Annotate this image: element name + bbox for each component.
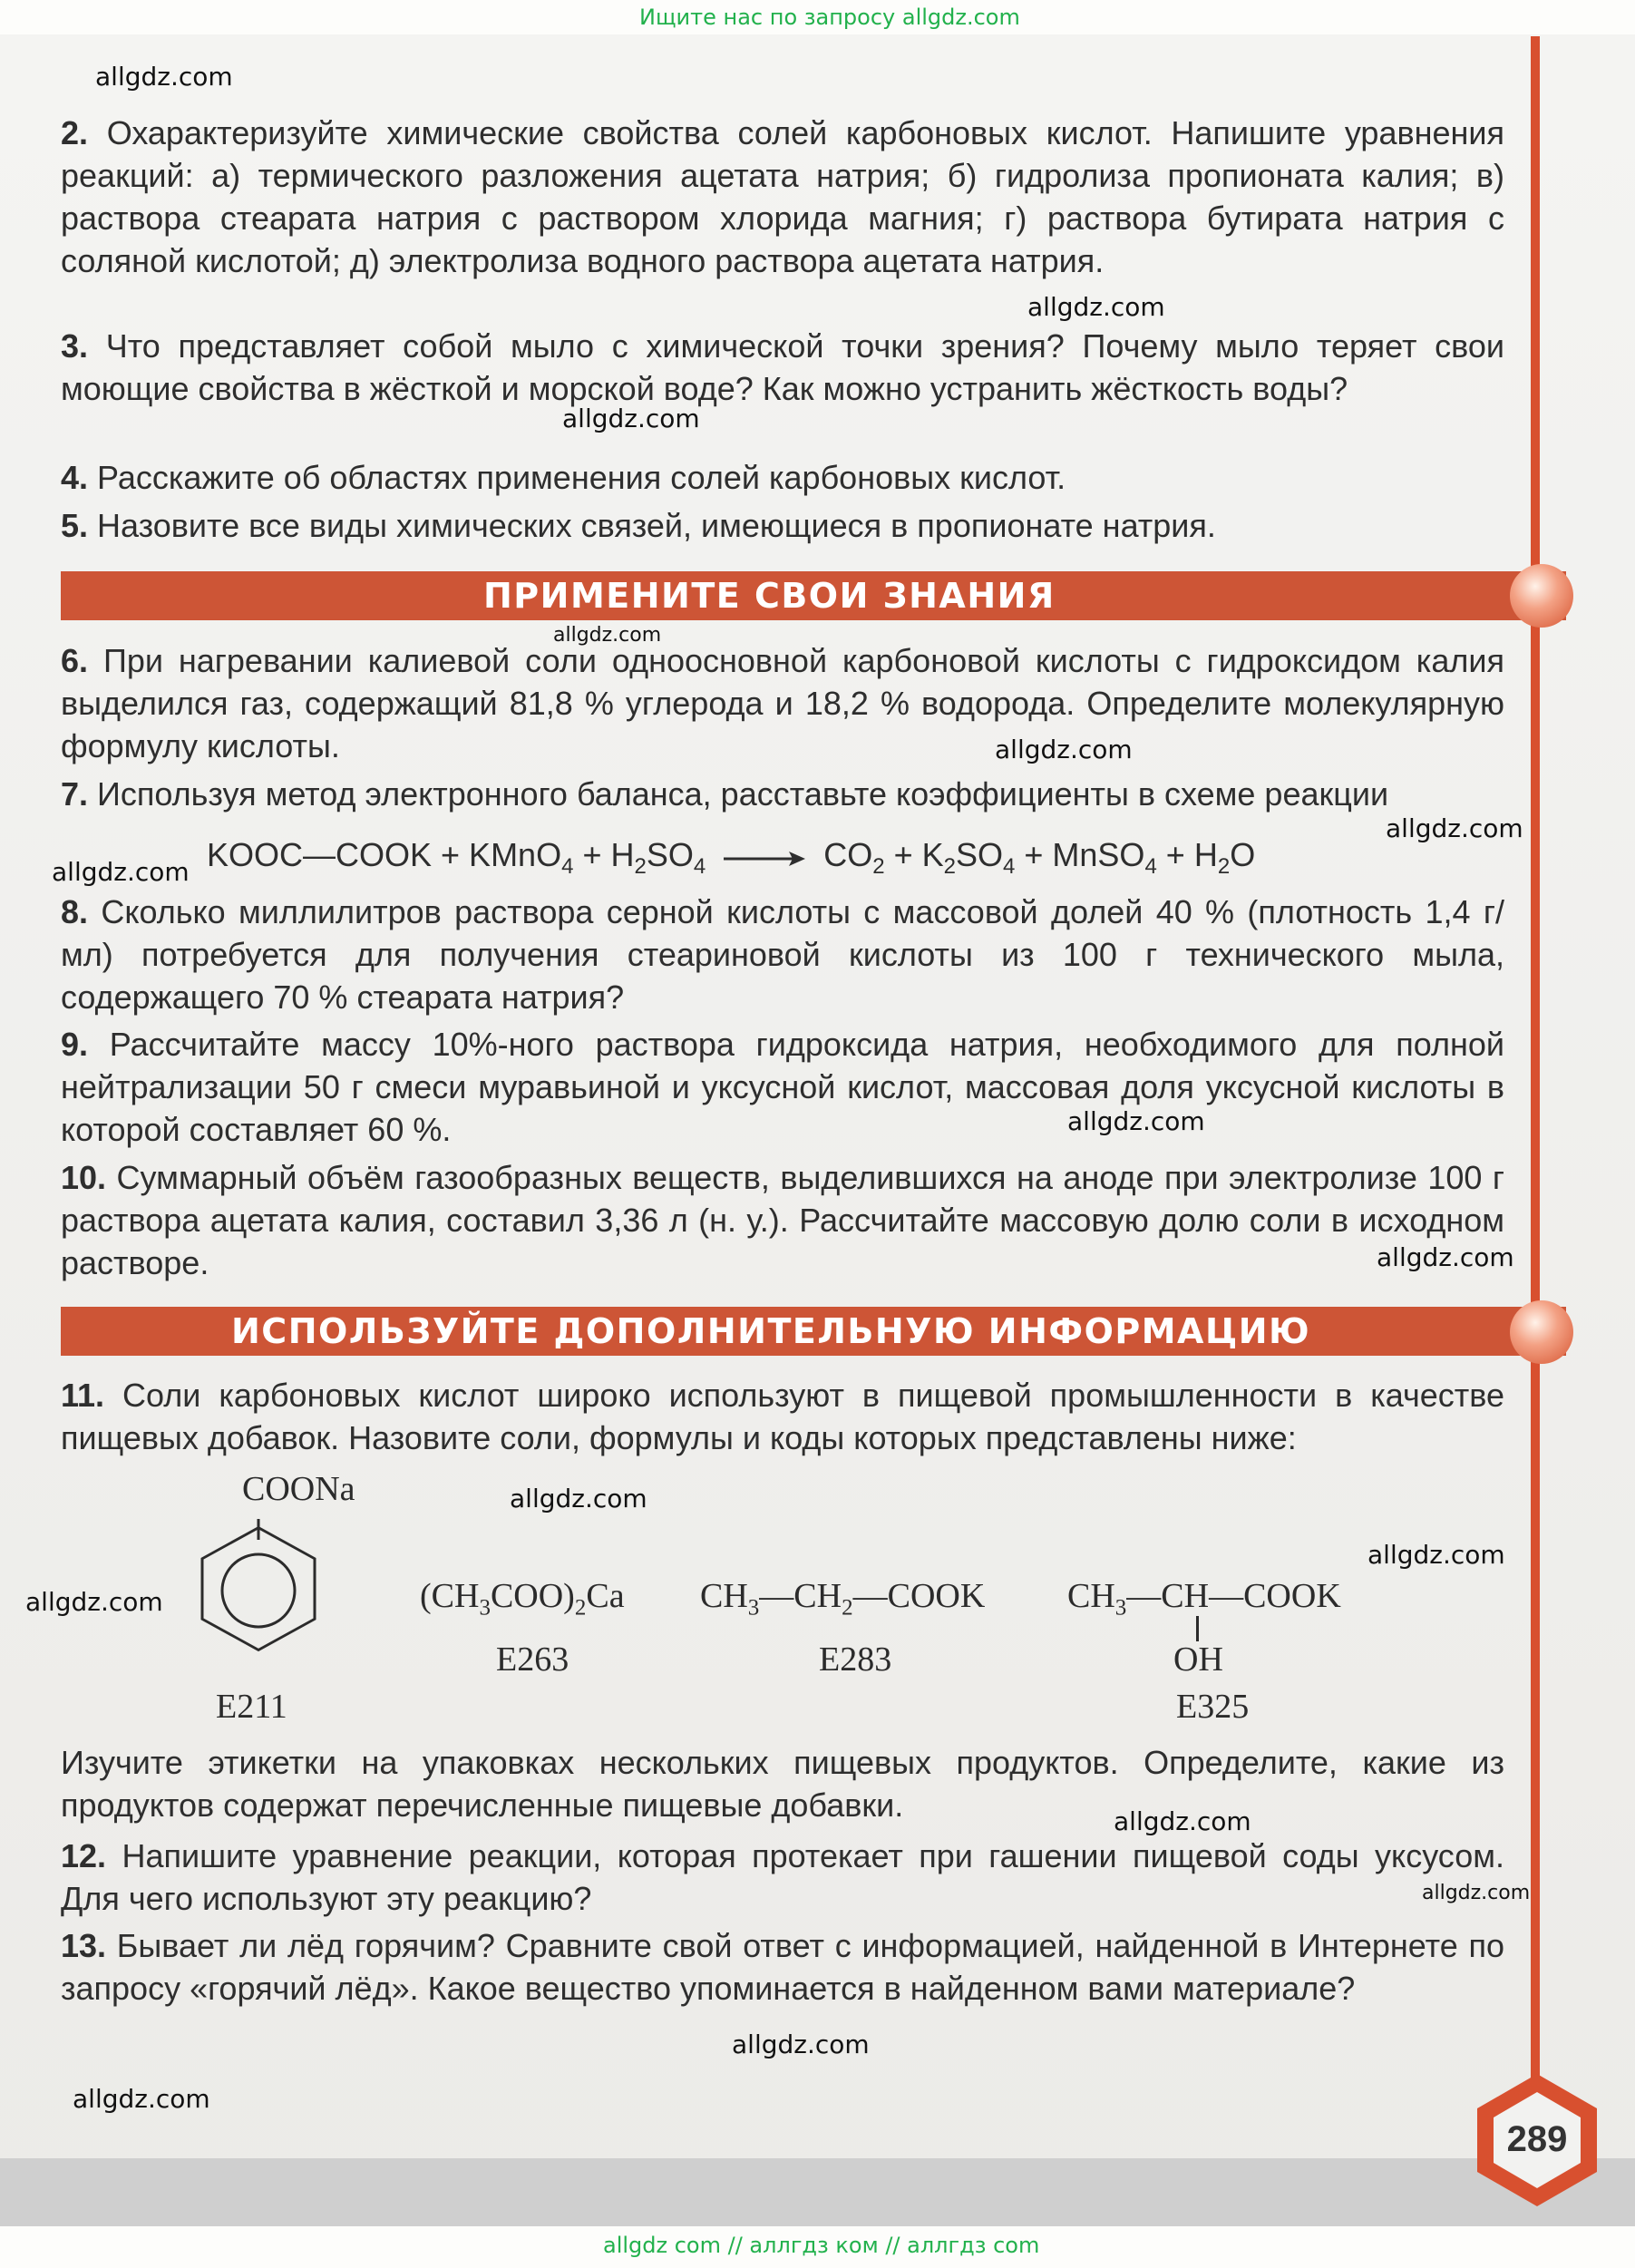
watermark: allgdz.com (510, 1484, 647, 1514)
task-10: 10. Суммарный объём газообразных веществ, выделившихся на аноде при электролизе 100 г раствора ацетата калия, составил 3,36 л (н. у.). Рассчитайте массовую долю соли в исходном растворе. (61, 1159, 1504, 1281)
page-bottom-band (0, 2158, 1635, 2226)
code-e283: E283 (819, 1640, 892, 1679)
banner-bullet-icon (1510, 564, 1573, 628)
watermark: allgdz.com (1367, 1540, 1505, 1570)
watermark: allgdz.com (1377, 1242, 1514, 1272)
task-2: 2. Охарактеризуйте химические свойства солей карбоновых кислот. Напишите уравнения реакций: а) термического разложения ацетата натрия; б) гидролиза пропионата калия; в) раствора стеарата натрия с раствором хлорида магния; г) раствора бутирата натрия с соляной кислотой; д) электролиза водного раствора ацетата натрия. (61, 114, 1504, 279)
watermark: allgdz.com (1114, 1806, 1251, 1836)
page-number-badge: 289 (1474, 2072, 1601, 2208)
bond-line (1196, 1616, 1199, 1641)
watermark: allgdz.com (995, 735, 1133, 764)
watermark: allgdz.com (1386, 813, 1523, 843)
watermark: allgdz.com (1422, 1882, 1531, 1904)
formula-calcium-acetate: $(CH_3COO)_2Ca$ (420, 1577, 625, 1621)
task-11: 11. Соли карбоновых кислот широко используют в пищевой промышленности в качестве пищевых добавок. Назовите соли, формулы и коды которых представлены ниже: (61, 1377, 1504, 1456)
watermark: allgdz.com (95, 62, 233, 92)
task-4: 4. Расскажите об областях применения солей карбоновых кислот. (61, 459, 1066, 496)
task-13: 13. Бывает ли лёд горячим? Сравните свой ответ с информацией, найденной в Интернете по запросу «горячий лёд». Какое вещество упоминается в найденном вами материале? (61, 1927, 1504, 2007)
task-9: 9. Рассчитайте массу 10%-ного раствора гидроксида натрия, необходимого для полной нейтрализации 50 г смеси муравьиной и уксусной кислот, массовая доля уксусной кислоты в которой составляет 60 %. (61, 1026, 1504, 1148)
task-12: 12. Напишите уравнение реакции, которая протекает при гашении пищевой соды уксусом. Для чего используют эту реакцию? (61, 1837, 1504, 1917)
watermark: allgdz.com (562, 404, 700, 433)
formula-coona: COONa (242, 1470, 355, 1508)
task-3: 3. Что представляет собой мыло с химической точки зрения? Почему мыло теряет свои моющие свойства в жёсткой и морской воде? Как можно устранить жёсткость воды? (61, 327, 1504, 407)
watermark: allgdz.com (553, 624, 662, 647)
watermark: allgdz.com (732, 2030, 870, 2059)
task-8: 8. Сколько миллилитров раствора серной кислоты с массовой долей 40 % (плотность 1,4 г/мл) потребуется для получения стеариновой кислоты из 100 г технического мыла, содержащего 70 % стеарата натрия? (61, 893, 1504, 1016)
reaction-equation: KOOC—COOK + KMnO$_4$ + $H_2SO_4$ $CO_2 + K_2SO_4$ + MnSO$_4$ + $H_2O$ (207, 836, 1256, 880)
task-11-continued: Изучите этикетки на упаковках нескольких пищевых продуктов. Определите, какие из продуктов содержат перечисленные пищевые добавки. (61, 1744, 1504, 1824)
watermark: allgdz.com (25, 1587, 163, 1617)
watermark: allgdz.com (1027, 292, 1165, 322)
banner-bullet-icon (1510, 1300, 1573, 1364)
code-e211: E211 (216, 1688, 287, 1726)
watermark: allgdz.com (52, 857, 190, 887)
task-5: 5. Назовите все виды химических связей, имеющиеся в пропионате натрия. (61, 507, 1216, 544)
formula-oh: OH (1173, 1640, 1223, 1679)
margin-red-line (1531, 36, 1540, 2122)
code-e325: E325 (1176, 1688, 1250, 1726)
watermark: allgdz.com (73, 2084, 210, 2114)
formula-potassium-lactate: $CH_3—CH—COOK$ (1067, 1577, 1341, 1621)
task-6: 6. При нагревании калиевой соли одноосновной карбоновой кислоты с гидроксидом калия выделился газ, содержащий 81,8 % углерода и 18,2 % водорода. Определите молекулярную формулу кислоты. (61, 642, 1504, 764)
benzene-ring-icon (190, 1514, 326, 1660)
section-banner-apply: ПРИМЕНИТЕ СВОИ ЗНАНИЯ (61, 571, 1566, 620)
watermark: allgdz.com (1067, 1106, 1205, 1136)
code-e263: E263 (496, 1640, 569, 1679)
reaction-arrow-icon (724, 838, 805, 876)
task-7: 7. Используя метод электронного баланса, расставьте коэффициенты в схеме реакции (61, 775, 1389, 813)
top-watermark: Ищите нас по запросу allgdz.com (639, 5, 1020, 30)
formula-potassium-propionate: $CH_3—CH_2—COOK$ (700, 1577, 986, 1621)
section-banner-extra-info: ИСПОЛЬЗУЙТЕ ДОПОЛНИТЕЛЬНУЮ ИНФОРМАЦИЮ (61, 1307, 1566, 1356)
bottom-watermark: allgdz com // аллгдз ком // аллгдз com (603, 2233, 1040, 2258)
